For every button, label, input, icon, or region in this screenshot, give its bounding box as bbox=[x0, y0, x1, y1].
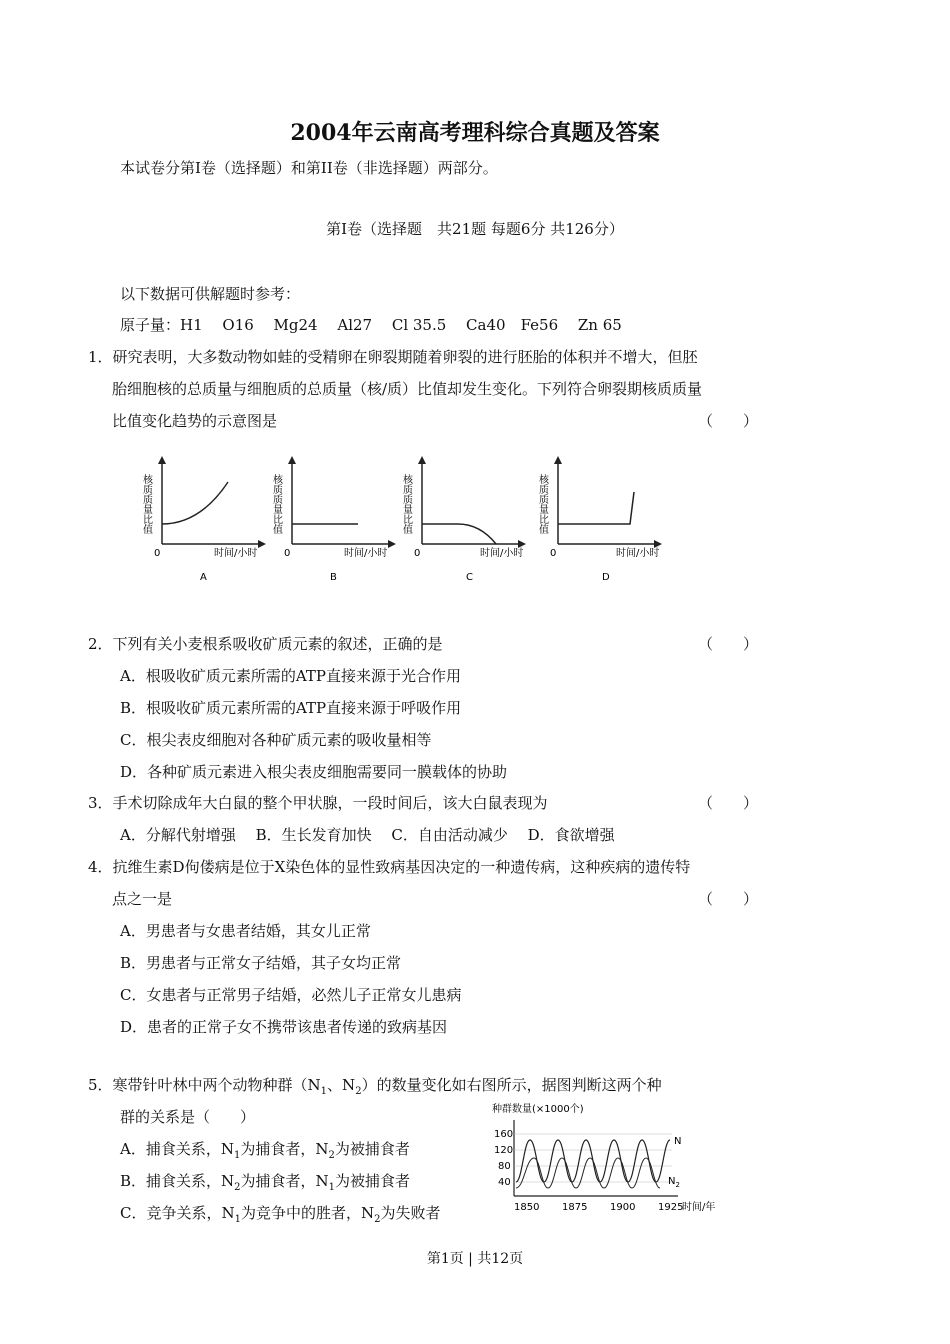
q1-a-origin: 0 bbox=[154, 548, 161, 559]
q5-ytick-160: 160 bbox=[494, 1129, 514, 1140]
q1-line2: 胎细胞核的总质量与细胞质的总质量（核/质）比值却发生变化。下列符合卵裂期核质质量 bbox=[112, 380, 703, 398]
page-title: 2004年云南高考理科综合真题及答案 bbox=[290, 120, 660, 146]
q4-option-c: C．女患者与正常男子结婚，必然儿子正常女儿患病 bbox=[120, 986, 462, 1004]
q2-stem: 2．下列有关小麦根系吸收矿质元素的叙述，正确的是 bbox=[88, 635, 443, 653]
q1-graph-a bbox=[140, 452, 280, 596]
atomic-mass-line: 原子量：H1 O16 Mg24 Al27 Cl 35.5 Ca40 Fe56 Zn 65 bbox=[120, 316, 622, 334]
q3-stem: 3．手术切除成年大白鼠的整个甲状腺，一段时间后，该大白鼠表现为 bbox=[88, 794, 548, 812]
q1-a-label: A bbox=[200, 572, 207, 583]
q4-line2: 点之一是 bbox=[112, 890, 173, 908]
q4-answer-blank: （ ） bbox=[698, 890, 759, 908]
q3-answer-blank: （ ） bbox=[698, 794, 759, 812]
q1-line1: 1．研究表明，大多数动物如蛙的受精卵在卵裂期随着卵裂的进行胚胎的体积并不增大，但胚 bbox=[88, 348, 698, 366]
q4-option-b: B．男患者与正常女子结婚，其子女均正常 bbox=[120, 954, 402, 972]
q4-line1: 4．抗维生素D佝偻病是位于X染色体的显性致病基因决定的一种遗传病，这种疾病的遗传特 bbox=[88, 858, 691, 876]
q1-answer-blank: （ ） bbox=[698, 412, 759, 430]
intro-text: 本试卷分第Ⅰ卷（选择题）和第II卷（非选择题）两部分。 bbox=[120, 159, 498, 177]
q1-a-ylabel: 核质质量比值 bbox=[140, 474, 152, 534]
q4-option-d: D．患者的正常子女不携带该患者传递的致病基因 bbox=[120, 1018, 448, 1036]
q1-b-origin: 0 bbox=[284, 548, 291, 559]
section-header: 第Ⅰ卷（选择题 共21题 每题6分 共126分） bbox=[326, 220, 624, 238]
q4-option-a: A．男患者与女患者结婚，其女儿正常 bbox=[120, 922, 371, 940]
q1-c-origin: 0 bbox=[414, 548, 421, 559]
q1-d-ylabel: 核质质量比值 bbox=[536, 474, 548, 534]
q5-line2: 群的关系是（ ） bbox=[120, 1108, 256, 1126]
q1-c-label: C bbox=[466, 572, 473, 583]
q1-graph-d bbox=[536, 452, 676, 596]
q1-c-xlabel: 时间/小时 bbox=[480, 548, 524, 559]
q1-graph-c bbox=[400, 452, 540, 596]
q5-line1: 5．寒带针叶林中两个动物种群（$N_1$、$N_2$）的数量变化如右图所示，据图判断这两个种 bbox=[88, 1076, 662, 1097]
q5-population-chart bbox=[478, 1100, 718, 1224]
q2-option-c: C．根尖表皮细胞对各种矿质元素的吸收量相等 bbox=[120, 731, 432, 749]
q2-option-d: D．各种矿质元素进入根尖表皮细胞需要同一膜载体的协助 bbox=[120, 763, 508, 781]
reference-label: 以下数据可供解题时参考： bbox=[120, 285, 301, 303]
q5-legend-n2: $N_2$ bbox=[668, 1176, 680, 1189]
q5-option-b: B．捕食关系，$N_2$为捕食者，$N_1$为被捕食者 bbox=[120, 1172, 411, 1193]
q5-xtick-1925: 1925 bbox=[658, 1202, 684, 1213]
q5-option-c: C．竞争关系，$N_1$为竞争中的胜者，$N_2$为失败者 bbox=[120, 1204, 441, 1225]
q5-series-n2 bbox=[516, 1158, 660, 1188]
q5-chart-xlabel: 时间/年 bbox=[682, 1202, 716, 1213]
q1-graph-b bbox=[270, 452, 410, 596]
q2-option-b: B．根吸收矿质元素所需的ATP直接来源于呼吸作用 bbox=[120, 699, 462, 717]
q5-option-a: A．捕食关系，$N_1$为捕食者，$N_2$为被捕食者 bbox=[120, 1140, 410, 1161]
q5-xtick-1875: 1875 bbox=[562, 1202, 588, 1213]
q1-b-xlabel: 时间/小时 bbox=[344, 548, 388, 559]
q5-ytick-40: 40 bbox=[498, 1177, 511, 1188]
q5-xtick-1900: 1900 bbox=[610, 1202, 636, 1213]
q5-legend-n1: N bbox=[674, 1136, 682, 1147]
q1-c-ylabel: 核质质量比值 bbox=[400, 474, 412, 534]
q1-b-label: B bbox=[330, 572, 337, 583]
q1-d-xlabel: 时间/小时 bbox=[616, 548, 660, 559]
q3-options: A．分解代射增强 B．生长发育加快 C．自由活动减少 D．食欲增强 bbox=[120, 826, 615, 844]
q1-d-label: D bbox=[602, 572, 610, 583]
page-footer: 第1页 | 共12页 bbox=[426, 1251, 524, 1267]
q2-option-a: A．根吸收矿质元素所需的ATP直接来源于光合作用 bbox=[120, 667, 461, 685]
q1-b-ylabel: 核质质量比值 bbox=[270, 474, 282, 534]
q5-ytick-80: 80 bbox=[498, 1161, 511, 1172]
q1-line3: 比值变化趋势的示意图是 bbox=[112, 412, 278, 430]
q2-answer-blank: （ ） bbox=[698, 635, 759, 653]
q1-d-origin: 0 bbox=[550, 548, 557, 559]
q5-xtick-1850: 1850 bbox=[514, 1202, 540, 1213]
q5-chart-ylabel: 种群数量(×1000个) bbox=[492, 1104, 584, 1115]
q1-a-xlabel: 时间/小时 bbox=[214, 548, 258, 559]
q5-ytick-120: 120 bbox=[494, 1145, 514, 1156]
